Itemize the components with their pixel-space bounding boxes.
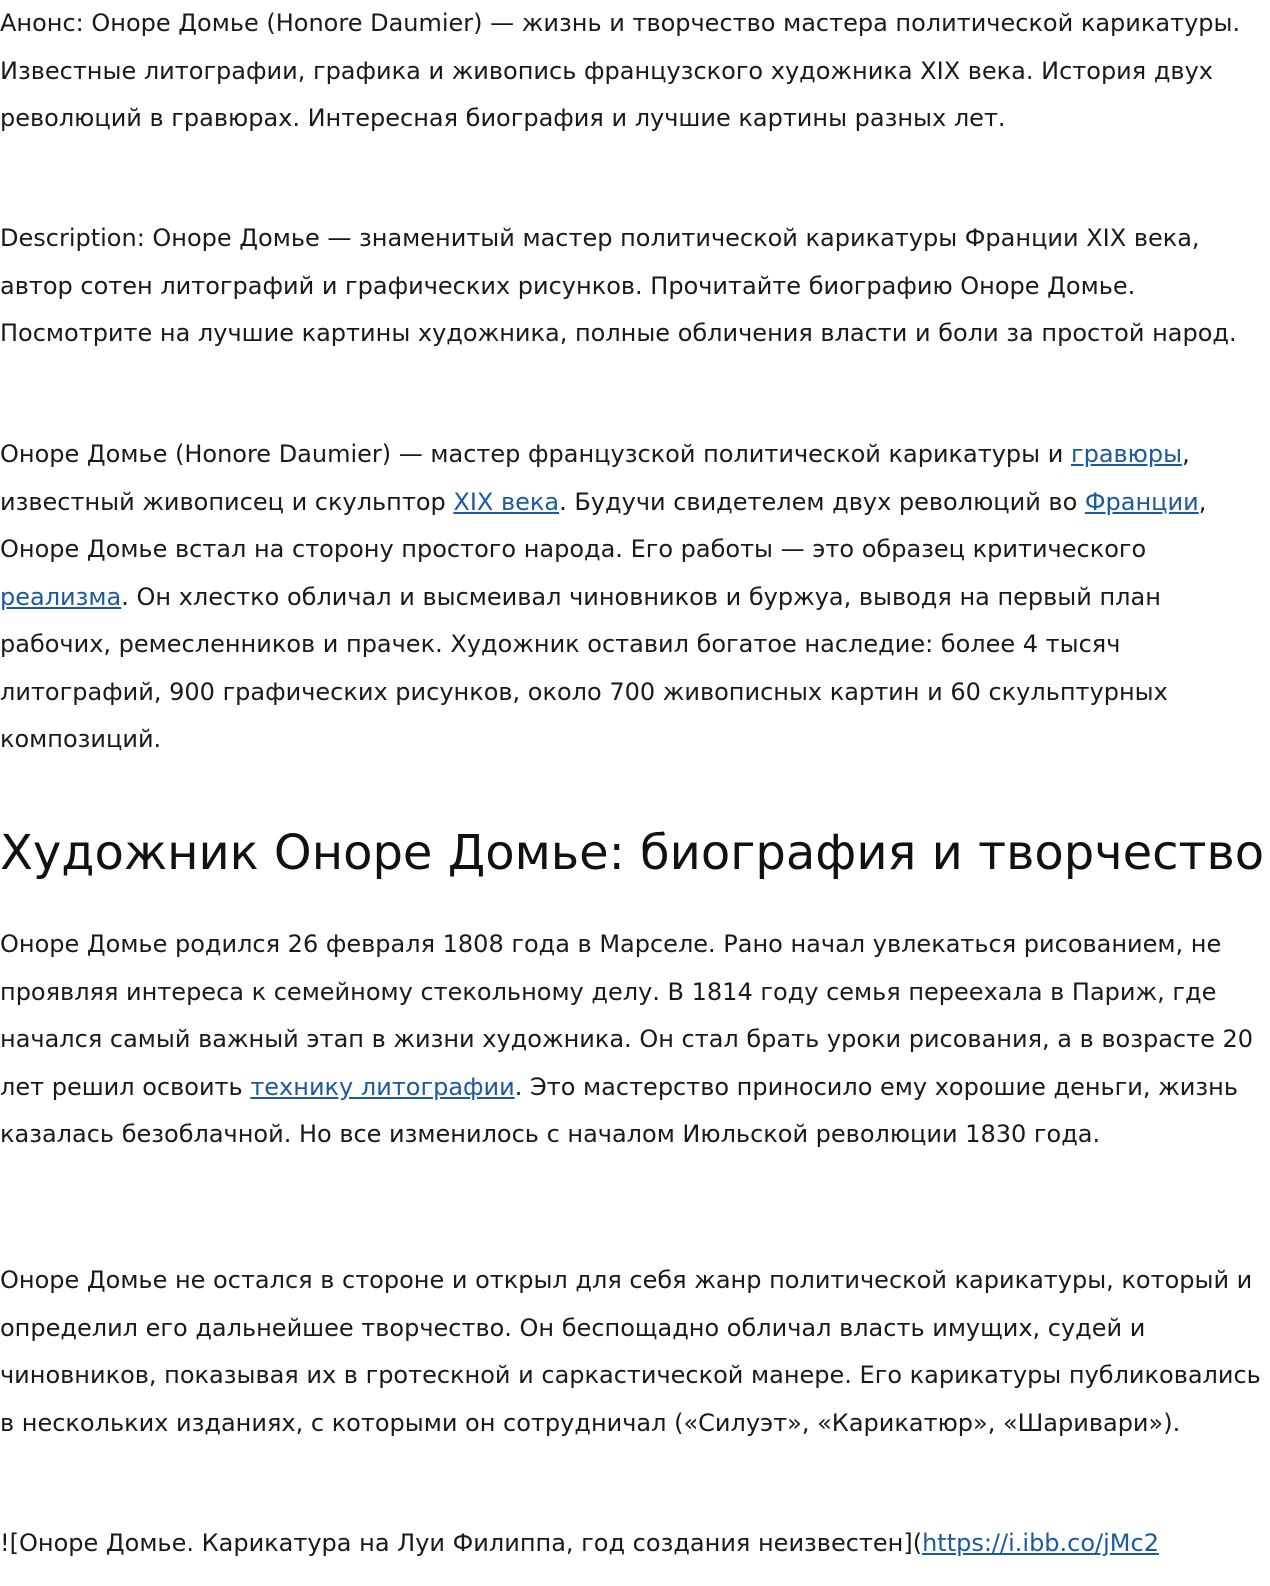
image-alt-text: ![Оноре Домье. Карикатура на Луи Филиппа, год создания неизвестен]( — [0, 1529, 923, 1557]
link-engraving[interactable]: гравюры — [1070, 440, 1183, 468]
intro-text-5: . Он хлестко обличал и высмеивал чиновников и буржуа, выводя на первый план рабочих, ремесленников и прачек. Художник оставил богатое наследие: более 4 тысяч литографий, 900 графических рисунков, около 700 живописных картин и 60 скульптурных композиций. — [0, 582, 1168, 753]
intro-paragraph — [0, 431, 1262, 764]
biography-paragraph-2: Оноре Домье не остался в стороне и открыл для себя жанр политической карикатуры, который и определил его дальнейшее творчество. Он беспощадно обличал власть имущих, судей и чиновников, показывая их в гротескной и саркастической манере. Его карикатуры публиковались в нескольких изданиях, с которыми он сотрудничал («Силуэт», «Карикатюр», «Шаривари»). — [0, 1266, 1261, 1437]
anons-paragraph: Анонс: Оноре Домье (Honore Daumier) — жизнь и творчество мастера политической карикатуры. Известные литографии, графика и живопись французского художника XIX века. История двух революций в гравюрах. Интересная биография и лучшие картины разных лет. — [0, 9, 1241, 132]
link-19th-century[interactable]: XIX века — [453, 487, 560, 516]
link-realism[interactable]: реализма — [0, 582, 122, 611]
intro-text-4: , Оноре Домье встал на сторону простого народа. Его работы — это образец критического — [0, 487, 1207, 563]
section-heading: Художник Оноре Домье: биография и творчество — [0, 825, 1265, 881]
bio1-text-1: Оноре Домье родился 26 февраля 1808 года в Марселе. Рано начал увлекаться рисованием, не проявляя интереса к семейному стекольному делу. В 1814 году семья переехала в Париж, где начался самый важный этап в жизни художника. Он стал брать уроки рисования, а в возрасте 20 лет решил освоить — [0, 930, 1254, 1101]
bio1-text-2: . Это мастерство приносило ему хорошие деньги, жизнь казалась безоблачной. Но все изменилось с началом Июльской революции 1830 года. — [0, 1072, 1238, 1148]
description-paragraph: Description: Оноре Домье — знаменитый мастер политической карикатуры Франции XIX века, автор сотен литографий и графических рисунков. Прочитайте биографию Оноре Домье. Посмотрите на лучшие картины художника, полные обличения власти и боли за простой народ. — [0, 224, 1237, 347]
image-markdown-line — [0, 1520, 1270, 1568]
link-france[interactable]: Франции — [1084, 487, 1199, 516]
intro-text-3: . Будучи свидетелем двух революций во — [559, 487, 1085, 516]
biography-paragraph-1 — [0, 921, 1262, 1159]
image-url-link[interactable]: https://i.ibb.co/jMc2 — [922, 1529, 1159, 1557]
intro-text-1: Оноре Домье (Honore Daumier) — мастер французской политической карикатуры и — [0, 440, 1071, 468]
intro-text-2: , известный живописец и скульптор — [0, 440, 1190, 516]
link-lithography-technique[interactable]: технику литографии — [250, 1072, 515, 1101]
